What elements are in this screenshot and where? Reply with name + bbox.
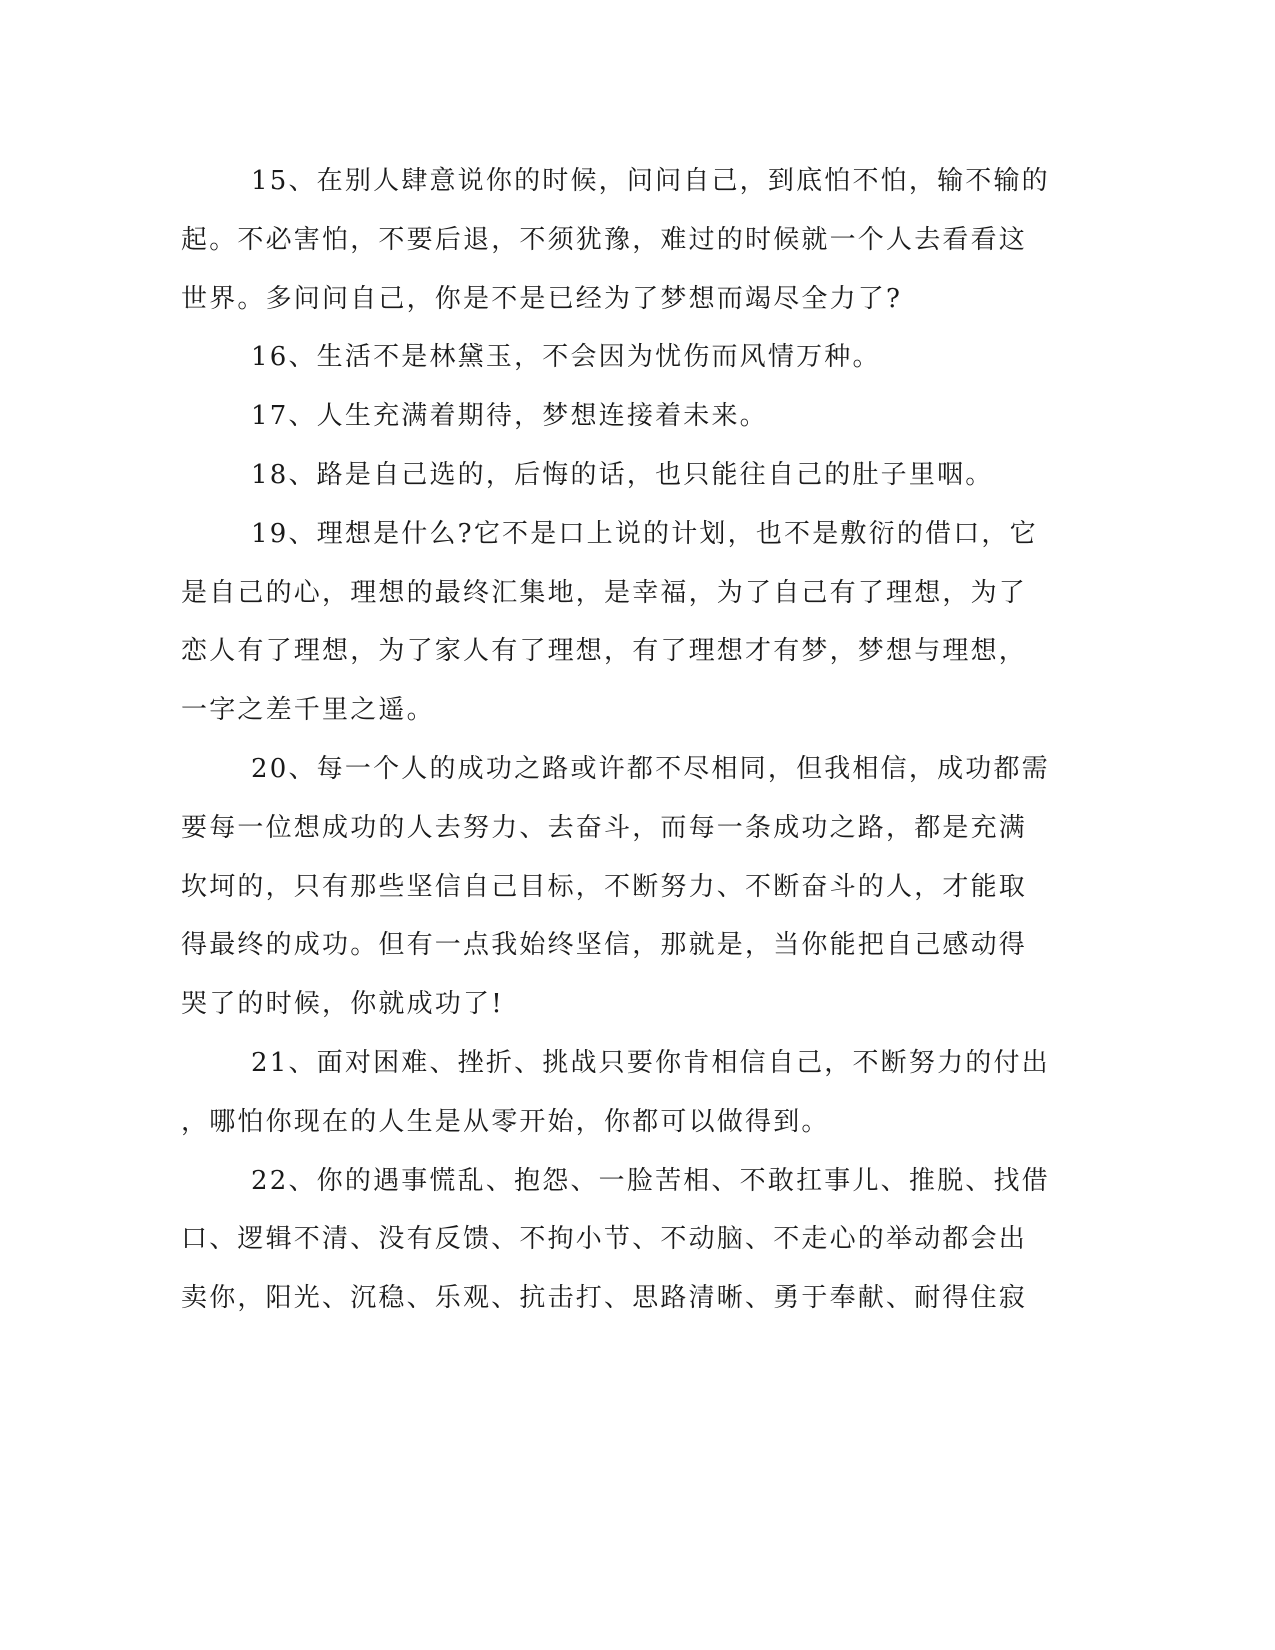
text-line: 恋人有了理想，为了家人有了理想，有了理想才有梦，梦想与理想， (181, 636, 1028, 667)
text-line: 得最终的成功。但有一点我始终坚信，那就是，当你能把自己感动得 (181, 930, 1028, 961)
text-line: 卖你，阳光、沉稳、乐观、抗击打、思路清晰、勇于奉献、耐得住寂 (181, 1283, 1028, 1314)
text-line: 22、你的遇事慌乱、抱怨、一脸苦相、不敢扛事儿、推脱、找借 (251, 1165, 1050, 1196)
text-line: 坎坷的，只有那些坚信自己目标，不断努力、不断奋斗的人，才能取 (181, 871, 1028, 902)
text-line: 16、生活不是林黛玉，不会因为忧伤而风情万种。 (251, 342, 881, 373)
text-line: 要每一位想成功的人去努力、去奋斗，而每一条成功之路，都是充满 (181, 812, 1028, 843)
document-body (181, 152, 1050, 1328)
text-line: 20、每一个人的成功之路或许都不尽相同，但我相信，成功都需 (251, 753, 1050, 784)
text-line: 口、逻辑不清、没有反馈、不拘小节、不动脑、不走心的举动都会出 (181, 1224, 1028, 1255)
text-line: 起。不必害怕，不要后退，不须犹豫，难过的时候就一个人去看看这 (181, 224, 1028, 255)
text-line: 18、路是自己选的，后悔的话，也只能往自己的肚子里咽。 (251, 459, 994, 490)
text-line: 21、面对困难、挫折、挑战只要你肯相信自己，不断努力的付出 (251, 1047, 1050, 1078)
text-line: ，哪怕你现在的人生是从零开始，你都可以做得到。 (181, 1106, 830, 1137)
text-line: 是自己的心，理想的最终汇集地，是幸福，为了自己有了理想，为了 (181, 577, 1028, 608)
text-line: 哭了的时候，你就成功了! (181, 989, 504, 1020)
text-line: 19、理想是什么?它不是口上说的计划，也不是敷衍的借口，它 (251, 518, 1038, 549)
text-line: 15、在别人肆意说你的时候，问问自己，到底怕不怕，输不输的 (251, 166, 1050, 196)
text-line: 17、人生充满着期待，梦想连接着未来。 (251, 401, 768, 432)
text-line: 世界。多问问自己，你是不是已经为了梦想而竭尽全力了? (181, 283, 903, 314)
text-line: 一字之差千里之遥。 (181, 695, 435, 726)
